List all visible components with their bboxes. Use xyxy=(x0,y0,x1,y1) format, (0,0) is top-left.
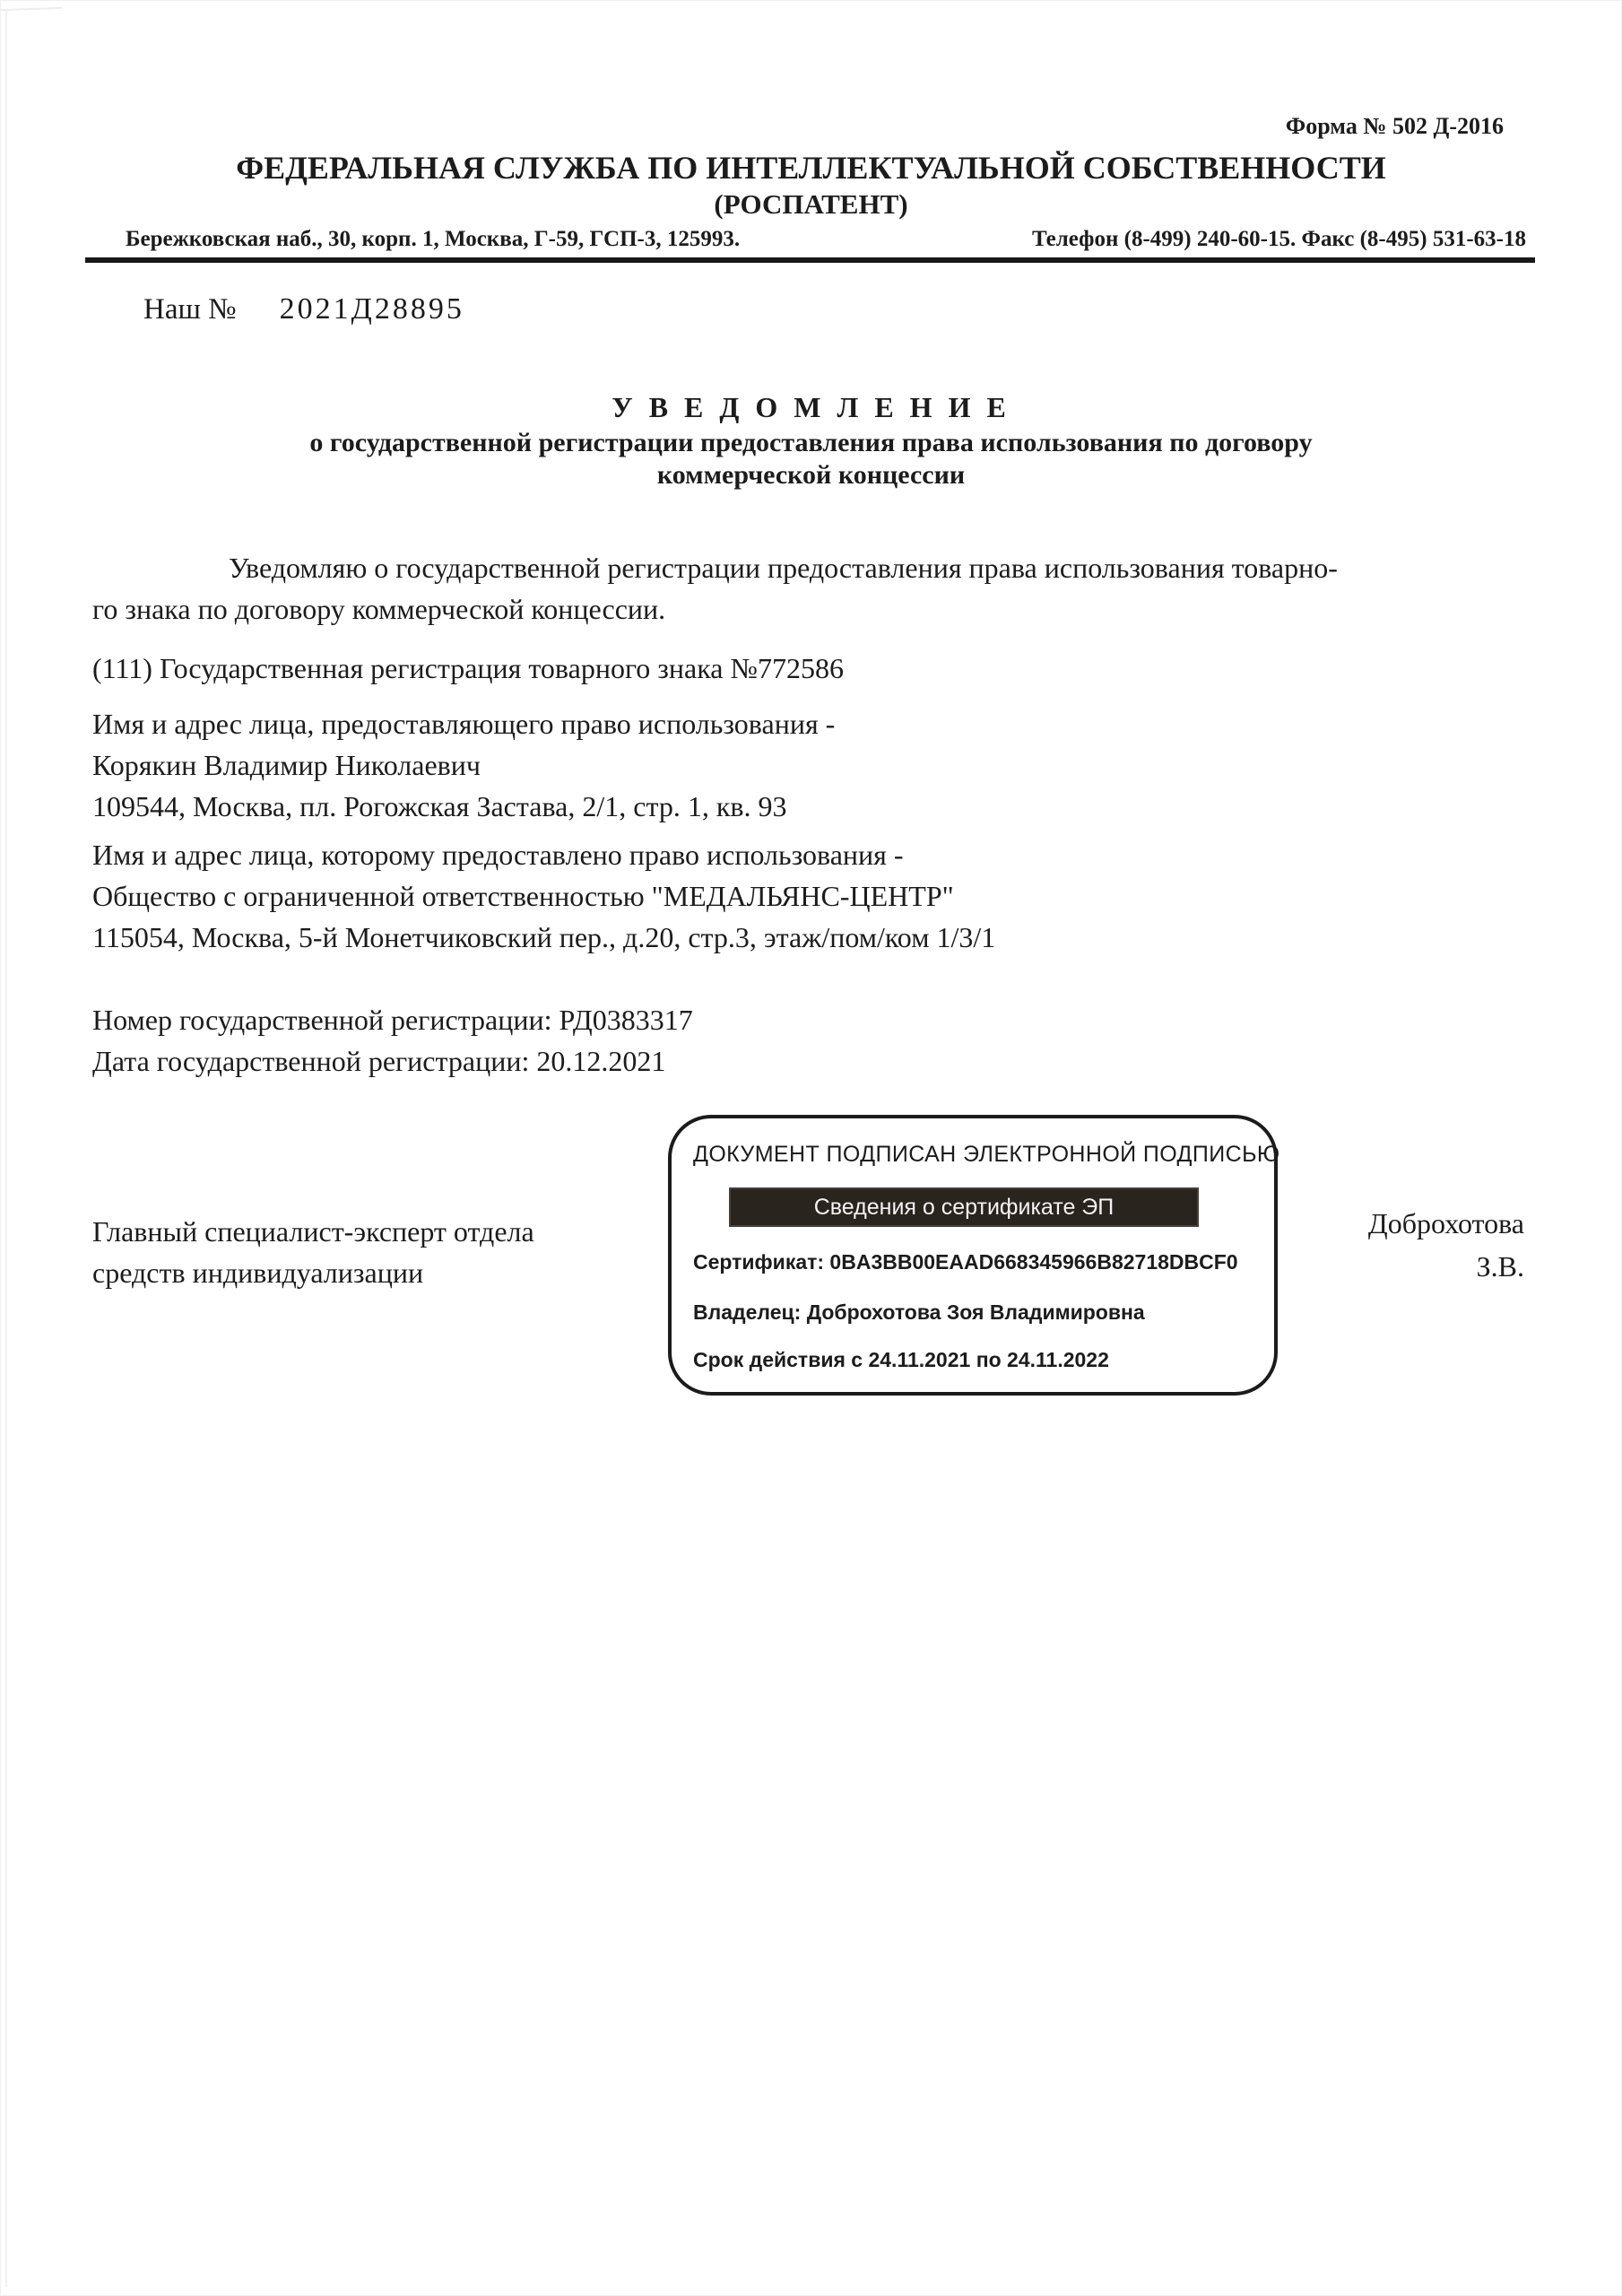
licensor-caption: Имя и адрес лица, предоставляющего право использования - xyxy=(92,708,836,740)
intro-line-1: Уведомляю о государственной регистрации предоставления права использования товарно- xyxy=(229,552,1338,584)
certificate-validity-line: Срок действия с 24.11.2021 по 24.11.2022 xyxy=(693,1348,1109,1371)
intro-line-2: го знака по договору коммерческой концессии. xyxy=(92,593,666,625)
certificate-number-line: Сертификат: 0BA3BB00EAAD668345966B82718DBCF0 xyxy=(693,1250,1238,1274)
signer-initials: З.В. xyxy=(1476,1250,1524,1283)
certificate-owner-line: Владелец: Доброхотова Зоя Владимировна xyxy=(693,1300,1145,1324)
certificate-info-button[interactable]: Сведения о сертификате ЭП xyxy=(729,1187,1199,1227)
scan-edge-top-artifact xyxy=(0,7,63,11)
intro-paragraph xyxy=(92,547,1545,630)
reference-number-row xyxy=(143,292,464,326)
trademark-registration-line: (111) Государственная регистрация товарного знака №772586 xyxy=(92,652,845,684)
registration-number-line: Номер государственной регистрации: РД0383317 xyxy=(92,1004,693,1036)
licensor-address: 109544, Москва, пл. Рогожская Застава, 2/1, стр. 1, кв. 93 xyxy=(92,790,787,822)
reference-number-label: Наш № xyxy=(143,293,237,326)
signer-position-line2: средств индивидуализации xyxy=(92,1257,424,1289)
licensor-block xyxy=(92,703,835,827)
letterhead-address: Бережковская наб., 30, корп. 1, Москва, Г-59, ГСП-3, 125993. xyxy=(126,227,741,251)
signer-surname: Доброхотова xyxy=(1367,1207,1524,1239)
organization-name: ФЕДЕРАЛЬНАЯ СЛУЖБА ПО ИНТЕЛЛЕКТУАЛЬНОЙ СОБСТВЕННОСТИ xyxy=(236,150,1386,186)
registration-date-line: Дата государственной регистрации: 20.12.2021 xyxy=(92,1045,666,1077)
signer-position xyxy=(92,1211,684,1293)
signer-name xyxy=(1368,1202,1524,1288)
reference-number-value: 2021Д28895 xyxy=(279,292,464,326)
electronic-signature-stamp xyxy=(668,1115,1278,1396)
licensor-name: Корякин Владимир Николаевич xyxy=(92,749,481,781)
document-subtitle-line2: коммерческой концессии xyxy=(656,460,966,490)
form-number: Форма № 502 Д-2016 xyxy=(1285,113,1504,139)
licensee-name: Общество с ограниченной ответственностью "МЕДАЛЬЯНС-ЦЕНТР" xyxy=(92,880,954,912)
stamp-title: ДОКУМЕНТ ПОДПИСАН ЭЛЕКТРОННОЙ ПОДПИСЬЮ xyxy=(693,1142,1280,1167)
organization-short-name: (РОСПАТЕНТ) xyxy=(714,188,908,220)
letterhead-phone-fax: Телефон (8-499) 240-60-15. Факс (8-495) 531-63-18 xyxy=(1031,227,1526,251)
signer-position-line1: Главный специалист-эксперт отдела xyxy=(92,1215,534,1248)
registration-block xyxy=(92,999,693,1082)
letterhead-divider xyxy=(85,257,1535,263)
scan-edge-artifact xyxy=(5,9,7,2287)
licensee-address: 115054, Москва, 5-й Монетчиковский пер., д.20, стр.3, этаж/пом/ком 1/3/1 xyxy=(92,921,996,953)
licensee-caption: Имя и адрес лица, которому предоставлено право использования - xyxy=(92,839,904,871)
document-subtitle-line1: о государственной регистрации предоставления права использования по договору xyxy=(309,428,1313,457)
licensee-block xyxy=(92,834,995,958)
document-title: У В Е Д О М Л Е Н И Е xyxy=(612,391,1010,423)
letterhead-contact-row xyxy=(126,227,1526,252)
